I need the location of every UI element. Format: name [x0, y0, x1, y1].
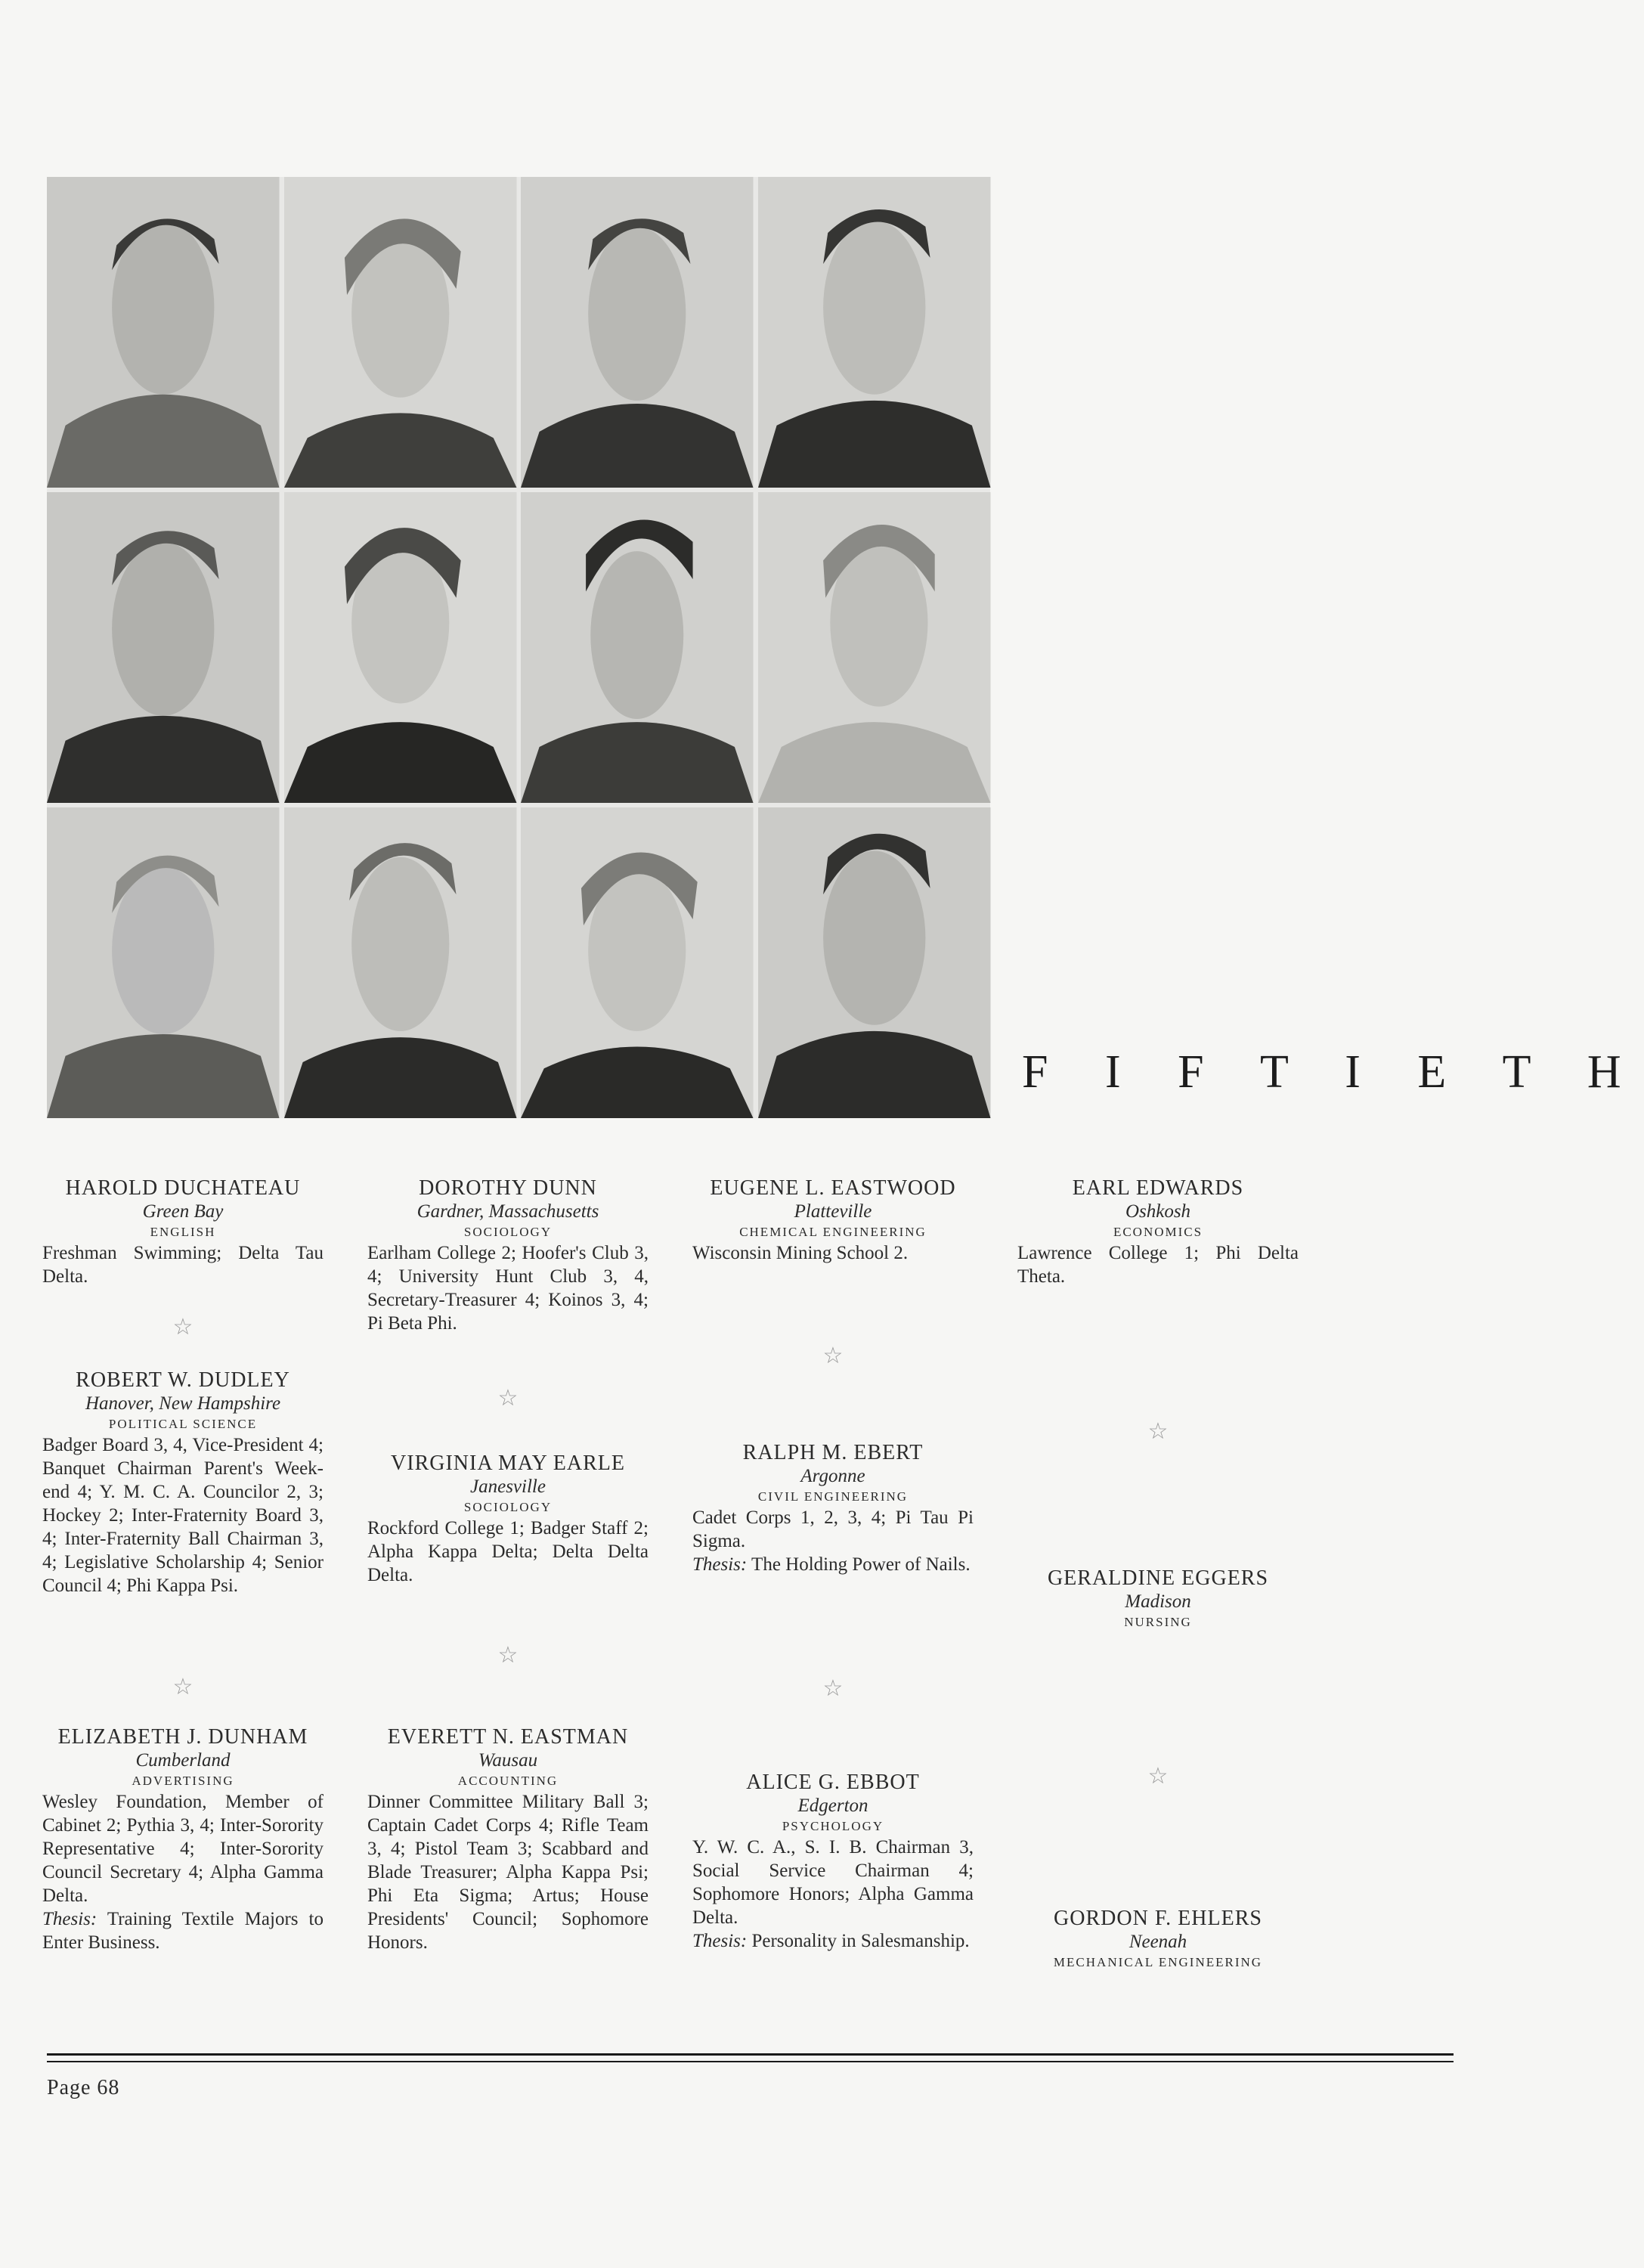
student-major: CHEMICAL ENGINEERING [739, 1225, 927, 1239]
student-name: RALPH M. EBERT [742, 1441, 924, 1464]
student-entry [42, 1176, 324, 1288]
page-number: Page 68 [47, 2076, 120, 2099]
student-hometown: Neenah [1129, 1932, 1187, 1952]
student-hometown: Janesville [470, 1476, 546, 1497]
student-activities: Rockford College 1; Badger Staff 2; Alpha Kappa Delta; Delta Delta Delta. [367, 1518, 649, 1585]
footer-rule [47, 2061, 1454, 2062]
student-entry [692, 1176, 974, 1265]
student-hometown: Edgerton [797, 1796, 868, 1816]
portrait-photo [47, 807, 280, 1118]
portrait-photo [47, 492, 280, 803]
student-name: VIRGINIA MAY EARLE [391, 1452, 625, 1475]
portrait-photo [284, 177, 517, 488]
star-divider-icon: ☆ [172, 1675, 194, 1699]
star-divider-icon: ☆ [172, 1315, 194, 1340]
student-name: EUGENE L. EASTWOOD [710, 1176, 956, 1200]
student-major: POLITICAL SCIENCE [108, 1417, 258, 1431]
student-hometown: Madison [1125, 1591, 1191, 1612]
student-hometown: Gardner, Massachusetts [416, 1201, 599, 1222]
student-major: ENGLISH [150, 1225, 216, 1239]
student-major: PSYCHOLOGY [782, 1819, 884, 1833]
biography-column [692, 1176, 974, 1993]
student-thesis [42, 1907, 324, 1954]
portrait-photo [47, 177, 280, 488]
student-entry [692, 1771, 974, 1953]
footer-rule [47, 2053, 1454, 2056]
page-heading: F I F T I E T H [1022, 1046, 1644, 1098]
portrait-photo [758, 807, 991, 1118]
thesis-label: Thesis: [692, 1554, 748, 1575]
student-activities: Earlham College 2; Hoofer's Club 3, 4; University Hunt Club 3, 4, Secretary-Treasurer 4; Koinos 3, 4; Pi Beta Phi. [367, 1243, 649, 1334]
student-name: ELIZABETH J. DUNHAM [57, 1725, 308, 1749]
student-hometown: Platteville [794, 1201, 872, 1222]
student-activities: Dinner Committee Military Ball 3; Captain Cadet Corps 4; Rifle Team 3, 4; Pistol Team 3; Scabbard and Blade Treasurer; Alpha Kappa Psi; Phi Eta Sigma; Artus; House Presidents' Council; Sophomore Honors. [367, 1792, 649, 1953]
student-hometown: Wausau [478, 1750, 538, 1771]
portrait-photo [521, 492, 754, 803]
portrait-photo [521, 807, 754, 1118]
portrait-photo [758, 177, 991, 488]
portrait-photo [284, 492, 517, 803]
portrait-photo [758, 492, 991, 803]
student-major: ECONOMICS [1113, 1225, 1203, 1239]
student-major: SOCIOLOGY [463, 1500, 553, 1514]
student-hometown: Oshkosh [1125, 1201, 1191, 1222]
student-activities: Wisconsin Mining School 2. [692, 1243, 909, 1263]
student-activities: Y. W. C. A., S. I. B. Chairman 3, Social Service Chairman 4; Sophomore Honors; Alpha Gamma Delta. [692, 1837, 974, 1928]
student-activities: Cadet Corps 1, 2, 3, 4; Pi Tau Pi Sigma. [692, 1507, 974, 1551]
star-divider-icon: ☆ [497, 1643, 519, 1668]
thesis-title: Personality in Salesmanship. [751, 1931, 970, 1951]
student-name: DOROTHY DUNN [419, 1176, 597, 1200]
biography-column [1017, 1176, 1299, 1993]
star-divider-icon: ☆ [1147, 1419, 1169, 1444]
biography-column [367, 1176, 649, 1993]
student-entry [1017, 1566, 1299, 1631]
star-divider-icon: ☆ [822, 1676, 844, 1701]
student-entry [367, 1176, 649, 1335]
student-entry [1017, 1176, 1299, 1288]
student-hometown: Argonne [800, 1466, 865, 1486]
student-thesis [692, 1553, 974, 1576]
student-activities: Freshman Swimming; Delta Tau Delta. [42, 1243, 324, 1287]
star-divider-icon: ☆ [497, 1386, 519, 1411]
student-major: MECHANICAL ENGINEERING [1053, 1955, 1263, 1969]
student-name: EVERETT N. EASTMAN [387, 1725, 629, 1749]
student-major: ADVERTISING [132, 1774, 234, 1788]
student-activities: Badger Board 3, 4, Vice-President 4; Banquet Chairman Parent's Week-end 4; Y. M. C. A. Councilor 2, 3; Hockey 2; Inter-Fraternity Board 3, 4; Inter-Fraternity Ball Chairman 3, 4; Legislative Scholarship 4; Senior Council 4; Phi Kappa Psi. [42, 1435, 324, 1596]
student-name: GORDON F. EHLERS [1054, 1907, 1262, 1930]
student-activities: Wesley Foundation, Member of Cabinet 2; Pythia 3, 4; Inter-Sorority Representative 4; Inter-Sorority Council Secretary 4; Alpha Gamma Delta. [42, 1792, 324, 1906]
star-divider-icon: ☆ [1147, 1764, 1169, 1789]
student-name: ALICE G. EBBOT [746, 1771, 920, 1794]
student-thesis [692, 1929, 974, 1953]
student-major: CIVIL ENGINEERING [757, 1489, 909, 1504]
student-entry [367, 1725, 649, 1954]
student-entry [367, 1452, 649, 1587]
student-major: NURSING [1124, 1615, 1192, 1629]
biography-column [42, 1176, 324, 1993]
student-name: EARL EDWARDS [1072, 1176, 1244, 1200]
student-name: HAROLD DUCHATEAU [65, 1176, 301, 1200]
student-major: SOCIOLOGY [463, 1225, 553, 1239]
thesis-label: Thesis: [692, 1931, 748, 1951]
student-entry [42, 1725, 324, 1954]
student-major: ACCOUNTING [457, 1774, 559, 1788]
student-entry [692, 1441, 974, 1576]
thesis-title: Training Textile Majors to Enter Business. [42, 1909, 324, 1953]
portrait-photo [521, 177, 754, 488]
student-entry [1017, 1907, 1299, 1972]
student-name: GERALDINE EGGERS [1047, 1566, 1269, 1590]
student-hometown: Hanover, New Hampshire [85, 1393, 281, 1414]
portrait-photo [284, 807, 517, 1118]
thesis-title: The Holding Power of Nails. [751, 1554, 971, 1575]
portrait-grid [47, 177, 990, 1118]
student-hometown: Cumberland [135, 1750, 231, 1771]
student-entry [42, 1368, 324, 1597]
star-divider-icon: ☆ [822, 1343, 844, 1368]
student-name: ROBERT W. DUDLEY [76, 1368, 290, 1392]
thesis-label: Thesis: [42, 1909, 98, 1929]
student-activities: Lawrence College 1; Phi Delta Theta. [1017, 1243, 1299, 1287]
student-hometown: Green Bay [142, 1201, 224, 1222]
